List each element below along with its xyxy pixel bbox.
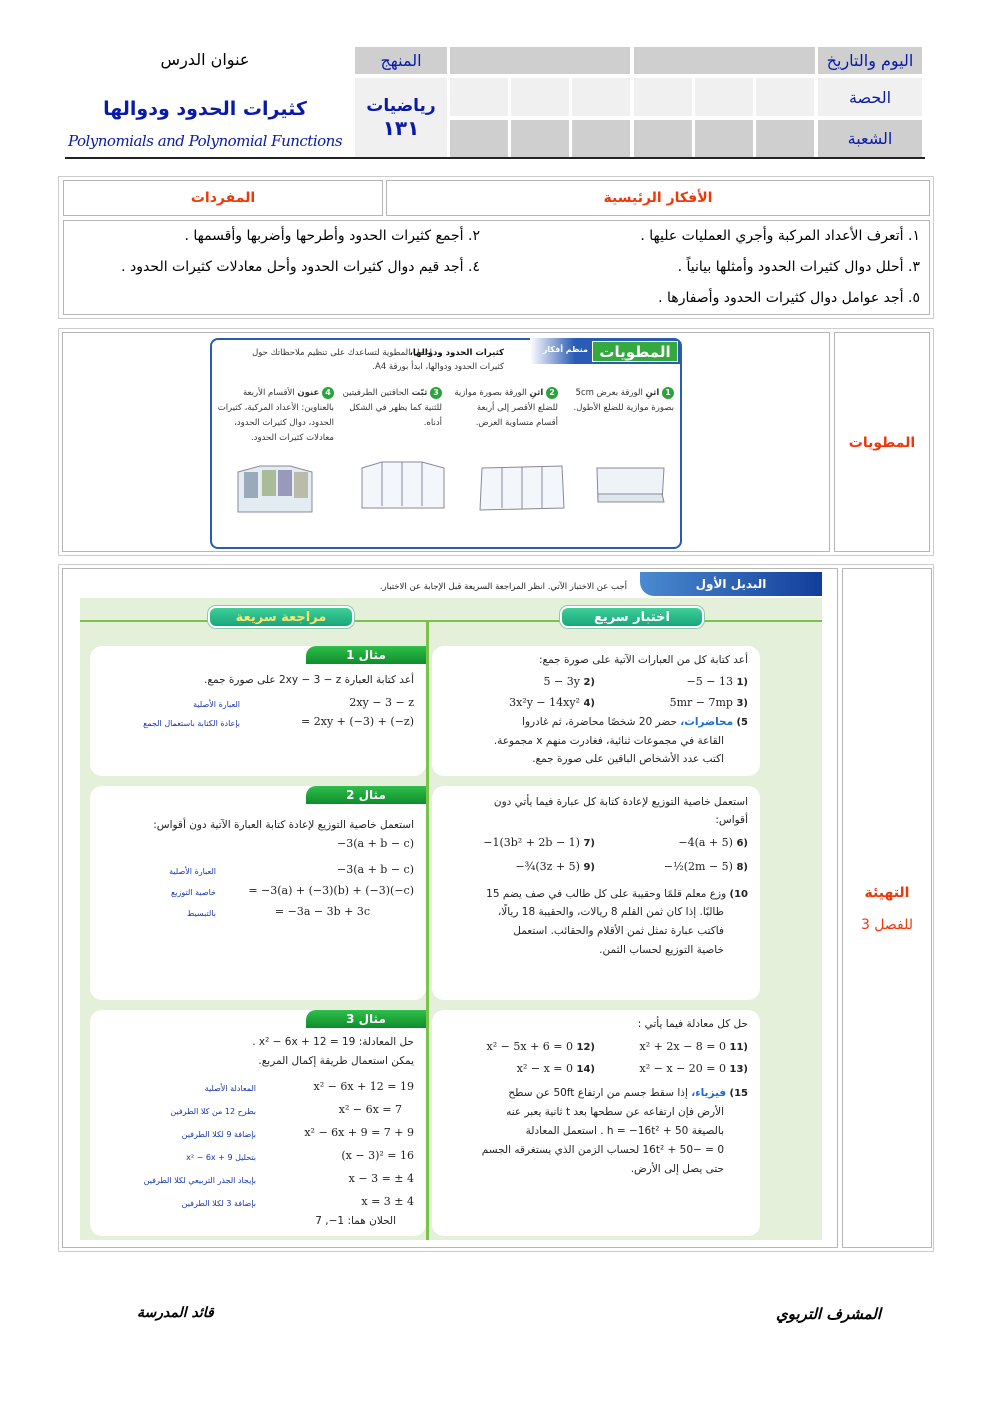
lesson-title-en: Polynomials and Polynomial Functions: [67, 132, 343, 150]
example-2-step-3: = −3a − 3b + 3c: [274, 905, 370, 918]
example-1: [90, 646, 426, 776]
example-3-prompt-2: يمكن استعمال طريقة إكمال المربع.: [258, 1055, 414, 1067]
q2-item: 5 − 3y 2): [543, 675, 595, 688]
example-2-tag: مثال 2: [306, 786, 426, 804]
q6-prompt-1: استعمل خاصية التوزيع لإعادة كتابة كل عبارة فيما يأتي دون: [493, 796, 748, 808]
quick-check-group-3: [432, 1010, 760, 1236]
step-number-badge: 1: [662, 387, 674, 399]
objective-3: ٣. أحلل دوال كثيرات الحدود وأمثلها بيانياً .: [677, 259, 920, 275]
foldables-banner: المطويات: [592, 341, 678, 362]
example-3-answer: الحلان هما: 1−, 7: [315, 1215, 396, 1227]
example-3-step: x² − 6x + 12 = 19: [313, 1080, 414, 1093]
subject-cell: [355, 78, 447, 157]
example-3-step: x = 3 ± 4: [361, 1195, 414, 1208]
panel-top-line: [80, 620, 822, 622]
schedule-cell[interactable]: [695, 120, 753, 157]
quick-check-group-2: [432, 786, 760, 1000]
fold-step-4: 4 عنون الأقسام الأربعة بالعناوين: الأعداد المركبة، كثيرات الحدود، دوال كثيرات الحدود، معادلات كثيرات الحدود.: [217, 388, 334, 443]
schedule-cell[interactable]: [634, 78, 692, 116]
fold-step4-illustration: [238, 466, 312, 512]
example-1-note-1: العبارة الأصلية: [193, 700, 240, 709]
step-number-badge: 2: [546, 387, 558, 399]
date-label: اليوم والتاريخ: [818, 47, 922, 74]
example-3-note: بطرح 12 من كلا الطرفين: [170, 1107, 256, 1116]
example-2-step-1: −3(a + b − c): [337, 863, 414, 876]
principal-signature: قائد المدرسة: [137, 1305, 214, 1321]
step-number-badge: 4: [322, 387, 334, 399]
q14-item: x² − x = 0 14): [516, 1062, 595, 1075]
example-2-note-3: بالتبسيط: [186, 909, 216, 918]
example-3-note: بتحليل x² − 6x + 9: [186, 1153, 256, 1162]
date-field[interactable]: [634, 47, 815, 74]
example-3: [90, 1010, 426, 1236]
q5-line-2: القاعة في مجموعات ثنائية، فغادرت منهم x مجموعة.: [493, 735, 724, 747]
example-1-prompt: أعد كتابة العبارة 2xy − 3 − z على صورة جمع.: [204, 674, 414, 686]
example-1-step-1: 2xy − 3 − z: [349, 696, 414, 709]
supervisor-signature: المشرف التربوي: [776, 1305, 882, 1323]
schedule-cell[interactable]: [450, 78, 508, 116]
example-3-note: المعادلة الأصلية: [204, 1084, 256, 1093]
objective-2: ٢. أجمع كثيرات الحدود وأطرحها وأضربها وأقسمها .: [184, 228, 480, 244]
q9-item: −¾(3z + 5) 9): [515, 860, 595, 873]
foldables-card: [210, 338, 682, 549]
example-3-note: بإضافة 9 لكلا الطرفين: [181, 1130, 256, 1139]
quick-check-group-1: [432, 646, 760, 776]
q15-line-3: بالصيغة h = −16t² + 50 . استعمل المعادلة: [525, 1125, 724, 1137]
example-3-note: بإيجاد الجذر التربيعي لكلا الطرفين: [143, 1176, 256, 1185]
objective-5: ٥. أجد عوامل دوال كثيرات الحدود وأصفارها .: [658, 290, 920, 306]
section-label: الشعبة: [818, 120, 922, 157]
instruction-text: أجب عن الاختبار الآتي. انظر المراجعة السريعة قبل الإجابة عن الاختبار.: [379, 582, 627, 592]
fold-step-3: 3 ثبّت الحافتين الطرفيتين للثنية كما يظهر في الشكل أدناه.: [342, 388, 442, 428]
example-3-prompt: حل المعادلة: x² − 6x + 12 = 19 .: [252, 1036, 414, 1048]
intro-text: اعمل المطوية لتساعدك على تنظيم ملاحظاتك حول كثيرات الحدود ودوالها، ابدأ بورقة A4.: [252, 348, 504, 372]
example-3-note: بإضافة 3 لكلا الطرفين: [181, 1199, 256, 1208]
example-3-step: (x − 3)² = 16: [341, 1149, 414, 1162]
option-banner: البديل الأول: [640, 572, 822, 596]
q15-line-2: الأرض فإن ارتفاعه عن سطحها بعد t ثانية يعبر عنه: [506, 1106, 724, 1118]
foldable-illustrations: [232, 458, 672, 518]
schedule-cell[interactable]: [572, 120, 630, 157]
q15-item: 15) فيزياء، إذا سقط جسم من ارتفاع 50ft عن سطح: [508, 1087, 748, 1099]
subject-name: رياضيات: [366, 95, 436, 116]
fold-step-1: 1 اثنِ الورقة بعرض 5cm بصورة موازية للضلع الأطول.: [573, 388, 674, 413]
q15-line-4: 0 = −16t² + 50 لحساب الزمن الذي يستغرقه الجسم: [481, 1144, 724, 1156]
q15-line-5: حتى يصل إلى الأرض.: [630, 1163, 724, 1175]
schedule-cell[interactable]: [756, 78, 814, 116]
schedule-cell[interactable]: [511, 120, 569, 157]
q1-prompt: أعد كتابة كل من العبارات الآتية على صورة جمع:: [538, 654, 748, 666]
example-2-prompt: استعمل خاصية التوزيع لإعادة كتابة العبارة الآتية دون أقواس:: [153, 819, 414, 831]
example-1-note-2: بإعادة الكتابة باستعمال الجمع: [143, 719, 240, 728]
foldables-label: المطويات: [834, 332, 930, 552]
step-number-badge: 3: [430, 387, 442, 399]
objective-4: ٤. أجد قيم دوال كثيرات الحدود وأحل معادلات كثيرات الحدود .: [121, 259, 480, 275]
example-2-note-1: العبارة الأصلية: [169, 867, 216, 876]
curriculum-label: المنهج: [355, 47, 447, 74]
course-number: ١٣١: [382, 115, 420, 140]
fold-step1-illustration: [597, 468, 664, 502]
intro-bold: كثيرات الحدود ودوالها،: [409, 348, 504, 358]
column-divider: [426, 620, 429, 1240]
q12-item: x² − 5x + 6 = 0 12): [486, 1040, 595, 1053]
fold-step3-illustration: [362, 462, 444, 508]
q6-item: −4(a + 5) 6): [678, 836, 748, 849]
q7-item: −1(3b² + 2b − 1) 7): [483, 836, 595, 849]
q10-line-2: طالبًا. إذا كان ثمن القلم 8 ريالات، والحقيبة 18 ريالًا،: [497, 906, 724, 918]
schedule-cell[interactable]: [695, 78, 753, 116]
q10-item: 10) وزع معلم قلمًا وحقيبة على كل طالب في صف يضم 15: [486, 888, 748, 900]
lesson-title-ar: كثيرات الحدود ودوالها: [103, 98, 307, 120]
chapter-label: للفصل 3: [860, 917, 914, 933]
example-3-tag: مثال 3: [306, 1010, 426, 1028]
q5-line-3: اكتب عدد الأشخاص الباقين على صورة جمع.: [532, 753, 724, 765]
q5-item: 5) محاضرات، حضر 20 شخصًا محاضرة، ثم غادروا: [522, 716, 748, 728]
q10-line-4: خاصية التوزيع لحساب الثمن.: [599, 944, 724, 956]
example-2-expression: −3(a + b − c): [337, 837, 414, 850]
lesson-title-label: عنوان الدرس: [160, 50, 250, 69]
fold-step2-illustration: [480, 466, 564, 510]
q13-item: x² − x − 20 = 0 13): [639, 1062, 748, 1075]
objective-1: ١. أتعرف الأعداد المركبة وأجري العمليات عليها .: [640, 228, 920, 244]
quick-review-badge: مراجعة سريعة: [208, 606, 354, 628]
q8-item: −½(2m − 5) 8): [663, 860, 748, 873]
date-field-2[interactable]: [450, 47, 630, 74]
main-ideas-header: الأفكار الرئيسية: [386, 180, 930, 216]
readiness-label: التهيئة: [864, 885, 910, 901]
q1-item: −5 − 13 1): [686, 675, 748, 688]
quick-check-badge: اختبار سريع: [560, 606, 704, 628]
schedule-cell[interactable]: [756, 120, 814, 157]
q4-item: 3x²y − 14xy² 4): [509, 696, 595, 709]
period-label: الحصة: [818, 78, 922, 116]
fold-step-2: 2 اثنِ الورقة بصورة موازية للضلع الأقصر إلى أربعة أقسام متساوية العرض.: [454, 388, 558, 428]
q3-item: 5mr − 7mp 3): [669, 696, 748, 709]
q11-prompt: حل كل معادلة فيما يأتي :: [637, 1018, 748, 1030]
example-3-step: x − 3 = ± 4: [348, 1172, 414, 1185]
example-1-step-2: = 2xy + (−3) + (−z): [301, 715, 414, 728]
example-3-step: x² − 6x + 9 = 7 + 9: [304, 1126, 414, 1139]
schedule-cell[interactable]: [511, 78, 569, 116]
schedule-cell[interactable]: [572, 78, 630, 116]
header-divider: [65, 157, 925, 159]
q11-item: x² + 2x − 8 = 0 11): [639, 1040, 748, 1053]
q6-prompt-2: أقواس:: [715, 814, 748, 826]
schedule-cell[interactable]: [634, 120, 692, 157]
example-1-tag: مثال 1: [306, 646, 426, 664]
schedule-cell[interactable]: [450, 120, 508, 157]
readiness-label-cell: [842, 568, 932, 1248]
example-2-step-2: = −3(a) + (−3)(b) + (−3)(−c): [248, 884, 414, 897]
example-2: [90, 786, 426, 1000]
q10-line-3: فاكتب عبارة تمثل ثمن الأقلام والحقائب. استعمل: [513, 925, 724, 937]
example-3-step: x² − 6x = 7: [338, 1103, 402, 1116]
example-2-note-2: خاصية التوزيع: [171, 888, 216, 897]
organizer-label: منظم أفكار: [542, 345, 588, 354]
vocabulary-header: المفردات: [63, 180, 383, 216]
